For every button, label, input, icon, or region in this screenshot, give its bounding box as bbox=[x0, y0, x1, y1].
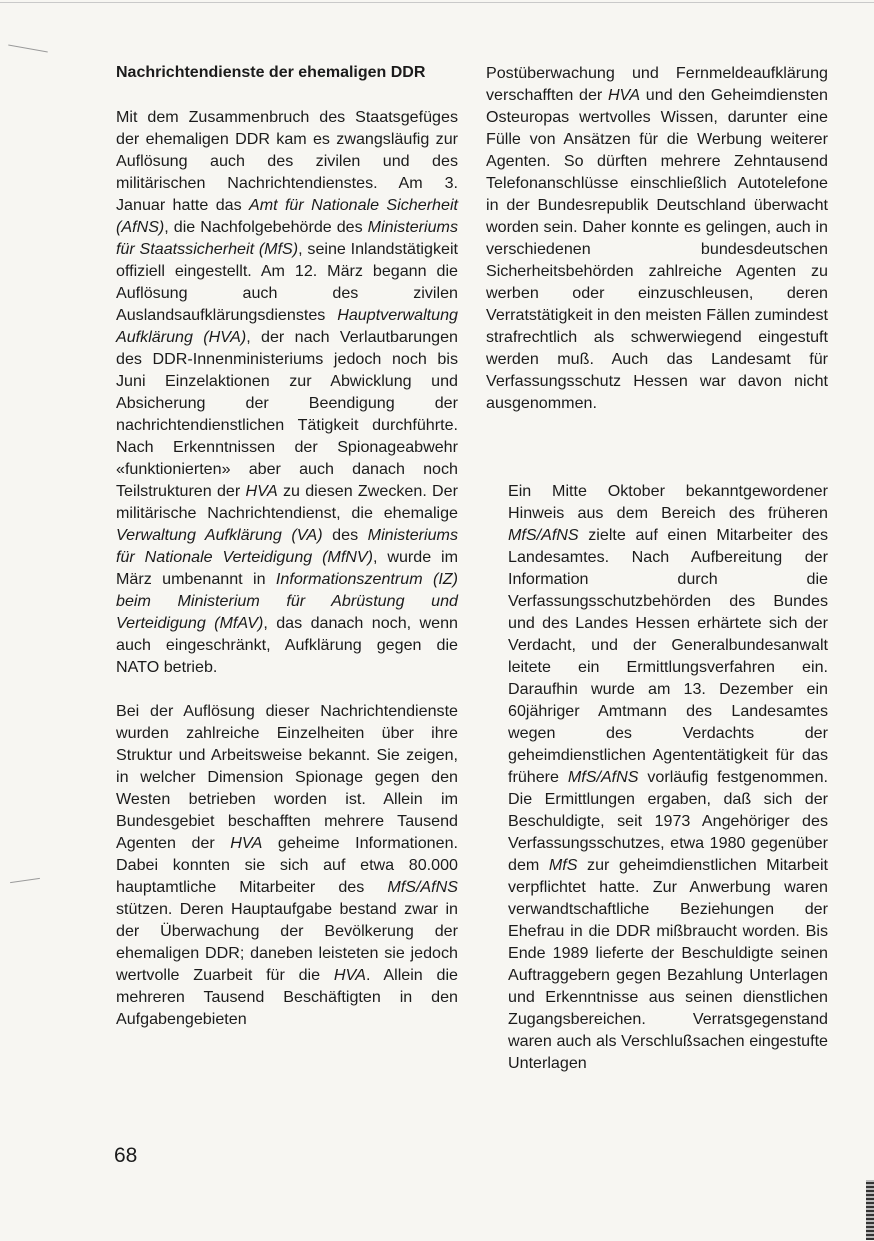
italic-term: HVA bbox=[333, 966, 367, 984]
paragraph: Mit dem Zusammenbruch des Staatsgefüges der ehemaligen DDR kam es zwangsläufig zur Auflösung auch des zivilen und des militärischen Nachrichtendienstes. Am 3. Januar hatte das Amt für Nationale Sicherheit (AfNS), die Nachfolgebehörde des Ministeriums für Staatssicherheit (MfS), seine Inlandstätigkeit offiziell eingestellt. Am 12. März begann die Auflösung auch des zivilen Auslandsaufklärungsdienstes Hauptverwaltung Aufklärung (HVA), der nach Verlautbarungen des DDR-Innenministeriums jedoch noch bis Juni Einzelaktionen zur Abwicklung und Absicherung der Beendigung der nachrichtendienstlichen Tätigkeit durchführte. Nach Erkenntnissen der Spionageabwehr «funktionierten» aber auch danach noch Teilstrukturen der HVA zu diesen Zwecken. Der militärische Nachrichtendienst, die ehemalige Verwaltung Aufklärung (VA) des Ministeriums für Nationale Verteidigung (MfNV), wurde im März umbenannt in Informationszentrum (IZ) beim Ministerium für Abrüstung und Verteidigung (MfAV), das danach noch, wenn auch eingeschränkt, Aufklärung gegen die NATO betrieb. bbox=[116, 108, 459, 676]
italic-term: Ministeriums für Nationale Verteidigung (MfNV) bbox=[116, 526, 458, 566]
italic-term: Ministeriums für Staatssicherheit (MfS) bbox=[116, 218, 458, 258]
italic-term: Informationszentrum (IZ) beim Ministerium für Abrüstung und Verteidigung (MfAV) bbox=[116, 570, 458, 632]
paragraph: Postüberwachung und Fernmeldeaufklärung verschafften der HVA und den Geheimdiensten Osteuropas wertvolles Wissen, darunter eine Fülle von Ansätzen für die Werbung weiterer Agenten. So dürften mehrere Zehntausend Telefonanschlüsse einschließlich Autotelefone in der Bundesrepublik Deutschland überwacht worden sein. Daher konnte es gelingen, auch in verschiedenen bundesdeutschen Sicherheitsbehörden zahlreiche Agenten zu werben oder einzuschleusen, deren Verratstätigkeit in den meisten Fällen zumindest strafrechtlich als schwerwiegend eingestuft werden muß. Auch das Landesamt für Verfassungsschutz Hessen war davon nicht ausgenommen. bbox=[486, 64, 828, 412]
italic-term: MfS/AfNS bbox=[508, 526, 579, 544]
italic-term: HVA bbox=[607, 86, 641, 104]
italic-term: HVA bbox=[245, 482, 278, 500]
italic-term: MfS bbox=[548, 856, 578, 874]
scan-edge-artifact bbox=[866, 1180, 874, 1240]
right-column bbox=[486, 62, 828, 414]
paragraph: Ein Mitte Oktober bekanntgewordener Hinweis aus dem Bereich des früheren MfS/AfNS zielte auf einen Mitarbeiter des Landesamtes. Nach Aufbereitung der Information durch die Verfassungsschutzbehörden des Bundes und des Landes Hessen erhärtete sich der Verdacht, und der Generalbundesanwalt leitete ein Ermittlungsverfahren ein. Daraufhin wurde am 13. Dezember ein 60jähriger Amtmann des Landesamtes wegen des Verdachts der geheimdienstlichen Agententätigkeit für das frühere MfS/AfNS vorläufig festgenommen. Die Ermittlungen ergaben, daß sich der Beschuldigte, seit 1973 Angehöriger des Verfassungsschutzes, etwa 1980 gegenüber dem MfS zur geheimdienstlichen Mitarbeit verpflichtet hatte. Zur Anwerbung waren verwandtschaftliche Beziehungen der Ehefrau in die DDR mißbraucht worden. Bis Ende 1989 lieferte der Beschuldigte seinen Auftraggebern gegen Bezahlung Unterlagen und Erkenntnisse aus seinen dienstlichen Zugangsbereichen. Verratsgegenstand waren auch als Verschlußsachen eingestufte Unterlagen bbox=[508, 482, 829, 1072]
italic-term: MfS/AfNS bbox=[567, 768, 639, 786]
italic-term: MfS/AfNS bbox=[387, 878, 458, 896]
italic-term: HVA bbox=[230, 834, 263, 852]
section-heading: Nachrichtendienste der ehemaligen DDR bbox=[116, 64, 426, 81]
paragraph: Bei der Auflösung dieser Nachrichtendienste wurden zahlreiche Einzelheiten über ihre Struktur und Arbeitsweise bekannt. Sie zeigen, in welcher Dimension Spionage gegen den Westen betrieben worden ist. Allein im Bundesgebiet beschafften mehrere Tausend Agenten der HVA geheime Informationen. Dabei konnten sie sich auf etwa 80.000 hauptamtliche Mitarbeiter des MfS/AfNS stützen. Deren Hauptaufgabe bestand zwar in der Überwachung der Bevölkerung der ehemaligen DDR; daneben leisteten sie jedoch wertvolle Zuarbeit für die HVA. Allein die mehreren Tausend Beschäftigten in den Aufgabengebieten bbox=[116, 702, 458, 1028]
page-number: 68 bbox=[114, 1144, 138, 1167]
italic-term: Amt für Nationale Sicherheit (AfNS) bbox=[116, 196, 458, 236]
italic-term: Verwaltung Aufklärung (VA) bbox=[116, 526, 323, 544]
scan-speck bbox=[8, 45, 48, 53]
scan-top-rule bbox=[0, 2, 874, 3]
left-column bbox=[116, 62, 458, 1030]
right-column-indented bbox=[508, 480, 828, 1074]
scan-speck bbox=[10, 878, 40, 883]
italic-term: Hauptverwaltung Aufklärung (HVA) bbox=[116, 306, 458, 346]
